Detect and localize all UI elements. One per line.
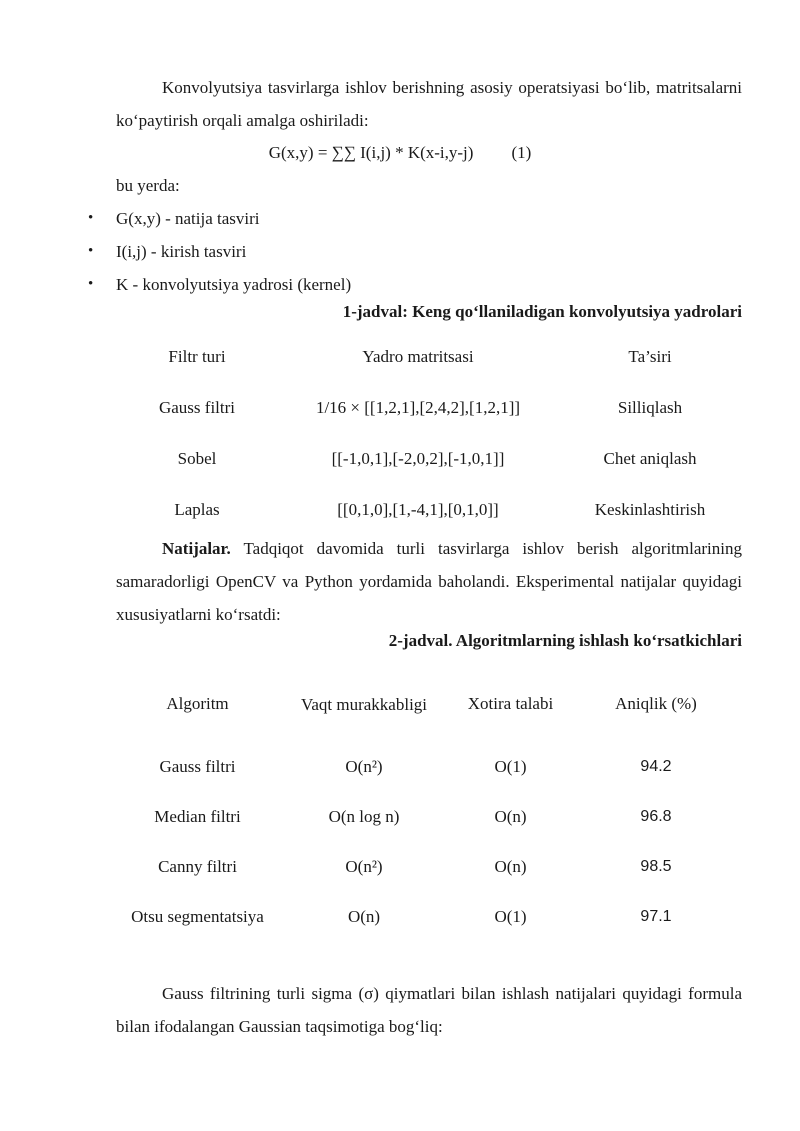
- table-cell: Median filtri: [154, 807, 241, 826]
- table-cell: O(n log n): [328, 807, 400, 826]
- table-cell: O(n): [494, 807, 527, 826]
- table-cell: Silliqlash: [617, 397, 683, 417]
- table-row: [116, 892, 740, 942]
- bullet-icon: •: [88, 210, 94, 226]
- table-header-cell: Vaqt murakkabligi: [300, 694, 428, 714]
- table-cell: 96.8: [640, 808, 672, 825]
- table-cell: 98.5: [640, 858, 672, 875]
- formula-number: (1): [511, 143, 532, 162]
- table-row: [116, 484, 742, 535]
- table-header-cell: Algoritm: [166, 694, 229, 713]
- formula-expression: G(x,y) = ∑∑ I(i,j) * K(x-i,y-j): [268, 143, 474, 162]
- results-text: Tadqiqot davomida turli tasvirlarga ishlov berish algoritmlarining samaradorligi OpenCV va Python yordamida baholandi. Eksperimental natijalar quyidagi xususiyatlarni ko‘rsatdi:: [116, 539, 742, 624]
- table-header-row: [116, 331, 742, 382]
- table-cell: Keskinlashtirish: [594, 499, 706, 519]
- table-cell: Sobel: [177, 448, 217, 468]
- results-lead: Natijalar.: [162, 539, 231, 558]
- table-cell: 94.2: [640, 758, 672, 775]
- table-row: [116, 842, 740, 892]
- table-header-cell: Filtr turi: [168, 346, 226, 366]
- table-header-cell: Aniqlik (%): [615, 694, 697, 713]
- bullet-icon: •: [88, 276, 94, 292]
- table-cell: Gauss filtri: [159, 757, 236, 776]
- table-row: [116, 742, 740, 792]
- intro-paragraph: Konvolyutsiya tasvirlarga ishlov berishning asosiy operatsiyasi bo‘lib, matritsalarni ko‘paytirish orqali amalga oshiriladi:: [116, 78, 742, 130]
- results-paragraph: [116, 532, 742, 631]
- table2-caption: 2-jadval. Algoritmlarning ishlash ko‘rsatkichlari: [388, 631, 742, 650]
- table1-caption: 1-jadval: Keng qo‘llaniladigan konvolyutsiya yadrolari: [342, 302, 742, 321]
- table-cell: O(n): [347, 907, 381, 926]
- table-row: [116, 792, 740, 842]
- table-cell: [[0,1,0],[1,-4,1],[0,1,0]]: [337, 499, 499, 519]
- table-cell: Gauss filtri: [158, 397, 236, 417]
- table-header-cell: Yadro matritsasi: [362, 346, 474, 366]
- table-header-row: [116, 666, 740, 742]
- table-cell: O(n): [494, 857, 527, 876]
- table-cell: O(1): [494, 907, 527, 926]
- document-page: Konvolyutsiya tasvirlarga ishlov berishning asosiy operatsiyasi bo‘lib, matritsalarni ko‘paytirish orqali amalga oshiriladi: G(x,y) = ∑∑ I(i,j) * K(x-i,y-j) (1) bu yerda: • G(x,y) - natija tasviri • I(i,j) - kirish tasviri • K - konvolyutsiya yadrosi (kernel) 1-jadval: Keng qo‘llaniladigan konvolyutsiya yadrolari Filtr turi Yadro matritsasi Ta’siri Gauss filtri 1/16 × [[1,2,1],[2,4,2],[1,2,1]] Silliqlash Sobel [[-1,0,1],[-2,0,2],[-1,0,1]] Chet aniqlash Laplas [[0,1,0],[1,-4,1],[0,1,0]] Keskinlashtirish Natijalar. Tadqiqot davomida turli tasvirlarga ishlov berish algoritmlarining samaradorligi OpenCV va Python yordamida baholandi. Eksperimental natijalar quyidagi xususiyatlarni ko‘rsatdi: 2-jadval. Algoritmlarning ishlash ko‘rsatkichlari Algoritm Vaqt murakkabligi Xotira talabi Aniqlik (%) Gauss filtri O(n²) O(1) 94.2 Median filtri O(n log n) O(n) 96.8 Canny filtri O(n²) O(n) 98.5 Otsu segmentatsiya O(n) O(1) 97.1 Gauss filtrining turli sigma (σ) qiymatlari bilan ishlash natijalari quyidagi formula bilan ifodalangan Gaussian taqsimotiga bog‘liq:: [0, 0, 800, 1131]
- convolution-formula: [0, 143, 800, 163]
- table-cell: Chet aniqlash: [603, 448, 697, 468]
- table-header-cell: Ta’siri: [628, 346, 672, 366]
- table-row: [116, 433, 742, 484]
- table-cell: Canny filtri: [158, 857, 237, 876]
- closing-paragraph: Gauss filtrining turli sigma (σ) qiymatlari bilan ishlash natijalari quyidagi formula bilan ifodalangan Gaussian taqsimotiga bog‘liq:: [116, 984, 742, 1036]
- table-cell: O(n²): [345, 857, 383, 876]
- table-cell: O(n²): [345, 757, 383, 776]
- table-cell: Laplas: [174, 499, 220, 519]
- kernel-table: [116, 331, 742, 535]
- table-cell: O(1): [494, 757, 527, 776]
- table-cell: 1/16 × [[1,2,1],[2,4,2],[1,2,1]]: [315, 397, 521, 417]
- table-cell: Otsu segmentatsiya: [131, 907, 264, 926]
- bullet-icon: •: [88, 243, 94, 259]
- performance-table: [116, 666, 740, 942]
- where-label: bu yerda:: [116, 176, 180, 195]
- table-cell: 97.1: [640, 908, 672, 925]
- table-row: [116, 382, 742, 433]
- table-header-cell: Xotira talabi: [467, 694, 554, 713]
- table-cell: [[-1,0,1],[-2,0,2],[-1,0,1]]: [331, 448, 505, 468]
